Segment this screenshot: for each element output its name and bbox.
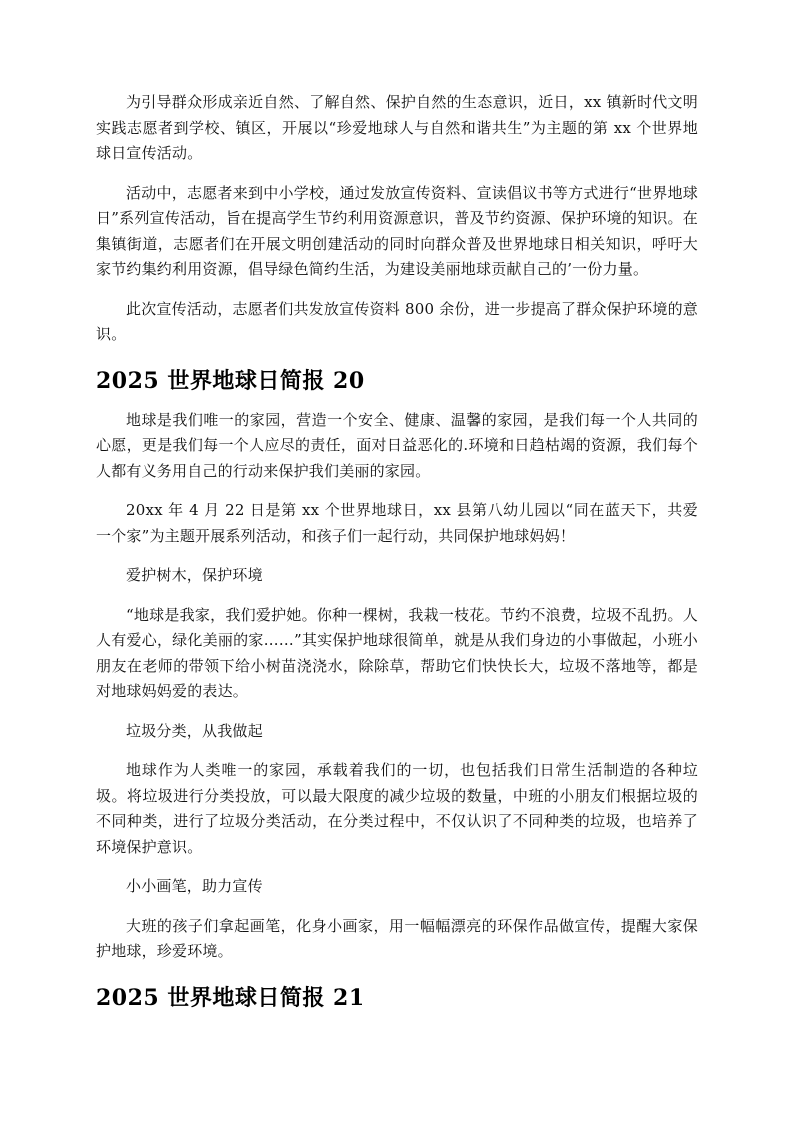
paragraph-summary: 此次宣传活动，志愿者们共发放宣传资料 800 余份，进一步提高了群众保护环境的意识。 — [96, 299, 698, 343]
subheading-trees: 爱护树木，保护环境 — [126, 566, 263, 584]
subheading-garbage: 垃圾分类，从我做起 — [126, 721, 263, 740]
subheading-painting: 小小画笔，助力宣传 — [126, 877, 263, 895]
document-page — [96, 90, 698, 1025]
section-heading-20: 2025 世界地球日简报 20 — [96, 367, 365, 394]
section-heading-21: 2025 世界地球日简报 21 — [96, 984, 365, 1011]
paragraph-event: 20xx 年 4 月 22 日是第 xx 个世界地球日，xx 县第八幼儿园以“同在蓝天下，共爱一个家”为主题开展系列活动，和孩子们一起行动，共同保护地球妈妈！ — [96, 501, 698, 545]
paragraph-earth-home: 地球是我们唯一的家园，营造一个安全、健康、温馨的家园，是我们每一个人共同的心愿，更是我们每一个人应尽的责任，面对日益恶化的.环境和日趋枯竭的资源，我们每个人都有义务用自己的行动来保护我们美丽的家园。 — [96, 410, 698, 480]
paragraph-trees: “地球是我家，我们爱护她。你种一棵树，我栽一枝花。节约不浪费，垃圾不乱扔。人人有爱心，绿化美丽的家……”其实保护地球很简单，就是从我们身边的小事做起，小班小朋友在老师的带领下给小树苗浇浇水，除除草，帮助它们快快长大，垃圾不落地等，都是对地球妈妈爱的表达。 — [96, 605, 698, 700]
paragraph-painting: 大班的孩子们拿起画笔，化身小画家，用一幅幅漂亮的环保作品做宣传，提醒大家保护地球，珍爱环境。 — [96, 916, 698, 960]
paragraph-garbage: 地球作为人类唯一的家园，承载着我们的一切，也包括我们日常生活制造的各种垃圾。将垃圾进行分类投放，可以最大限度的减少垃圾的数量，中班的小朋友们根据垃圾的不同种类，进行了垃圾分类活动，在分类过程中，不仅认识了不同种类的垃圾，也培养了环境保护意识。 — [96, 761, 698, 856]
paragraph-activity: 活动中，志愿者来到中小学校，通过发放宣传资料、宣读倡议书等方式进行“世界地球日”系列宣传活动，旨在提高学生节约利用资源意识，普及节约资源、保护环境的知识。在集镇街道，志愿者们在开展文明创建活动的同时向群众普及世界地球日相关知识，呼吁大家节约集约利用资源，倡导绿色简约生活，为建设美丽地球贡献自己的’一份力量。 — [96, 183, 698, 278]
paragraph-intro: 为引导群众形成亲近自然、了解自然、保护自然的生态意识，近日，xx 镇新时代文明实践志愿者到学校、镇区，开展以“珍爱地球人与自然和谐共生”为主题的第 xx 个世界地球日宣传活动。 — [96, 93, 698, 162]
